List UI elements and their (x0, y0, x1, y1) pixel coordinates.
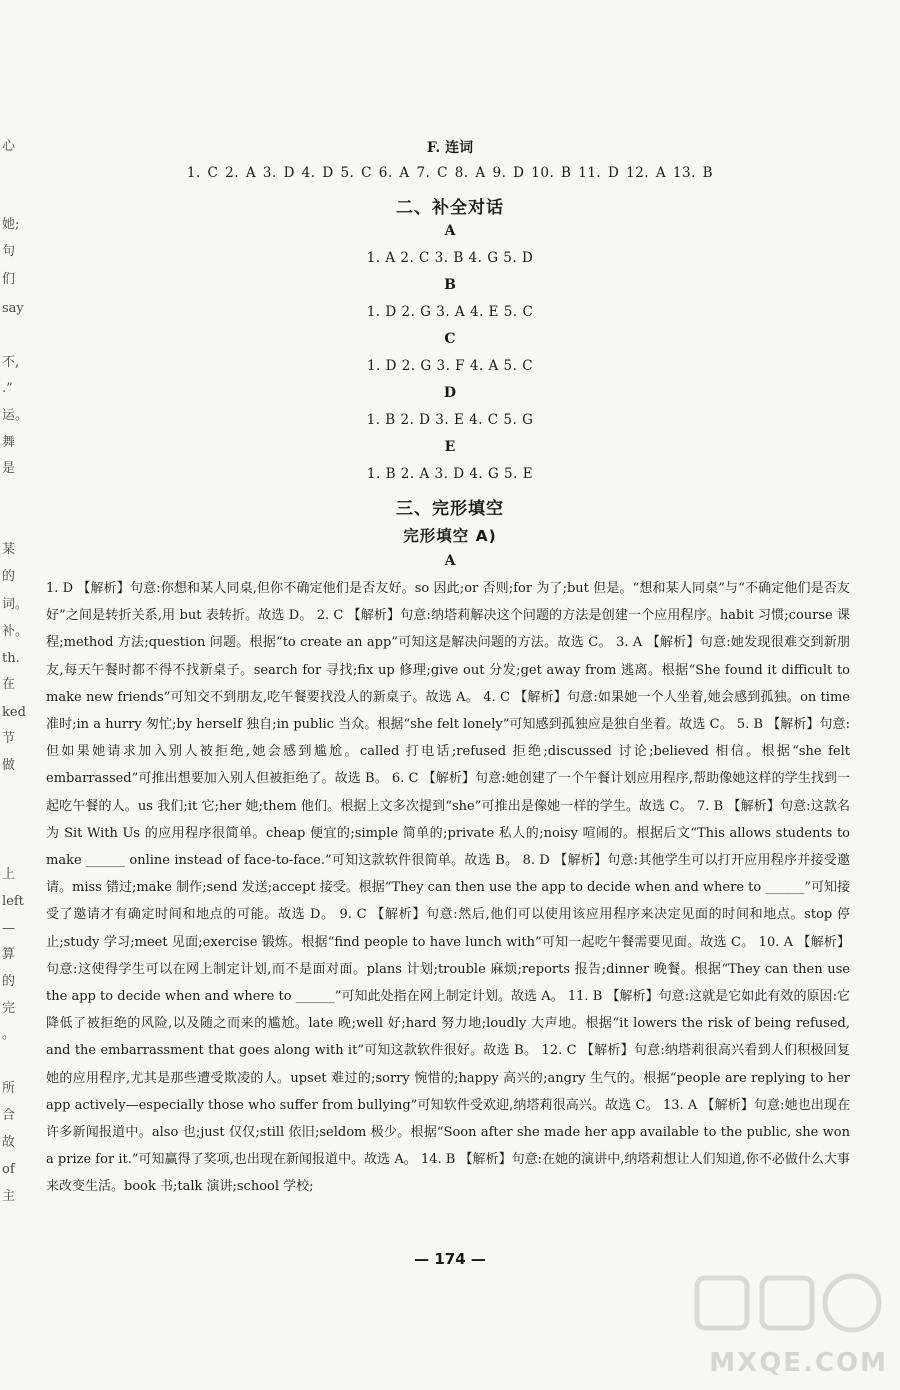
margin-fragment: .” (2, 381, 13, 396)
margin-fragment: 句 (2, 244, 16, 259)
margin-fragment: 节 (2, 731, 16, 746)
part3-title: 三、完形填空 (396, 499, 504, 519)
margin-fragment: 她; (2, 217, 20, 232)
part2-title: 二、补全对话 (396, 198, 504, 218)
margin-fragment: 们 (2, 272, 16, 287)
margin-fragment: ked (2, 705, 26, 720)
margin-fragment: say (2, 301, 24, 316)
dialogue-d-label: D (443, 385, 457, 401)
cloze-label: A (444, 553, 456, 569)
margin-fragment: 算 (2, 947, 16, 962)
dialogue-b-answers: 1. D 2. G 3. A 4. E 5. C (366, 304, 534, 320)
dialogue-a-label: A (444, 223, 456, 239)
cloze-title: 完形填空 A) (403, 527, 497, 545)
margin-fragment: 运。 (2, 408, 29, 423)
margin-fragment: 不, (2, 355, 20, 370)
margin-fragment: 上 (2, 867, 16, 882)
margin-fragment: — (2, 921, 15, 936)
margin-fragment: 补。 (2, 624, 29, 639)
margin-fragment: 完 (2, 1001, 16, 1016)
margin-fragment: 。 (2, 1027, 16, 1042)
margin-fragment: 词。 (2, 597, 29, 612)
cloze-paragraph: 1. D 【解析】句意:你想和某人同桌,但你不确定他们是否友好。so 因此;or 否则;for 为了;but 但是。“想和某人同桌”与“不确定他们是否友好”之间是转折关系,用 but 表转折。故选 D。 2. C 【解析】句意:纳塔莉解决这个问题的方法是创建一个应用程序。habit 习惯;course 课程;method 方法;question 问题。根据“to create an app”可知这是解决问题的方法。故选 C。 3. A 【解析】句意:她发现很难交到新朋友,每天午餐时都不得不找新桌子。search for 寻找;fix up 修理;give out 分发;get away from 逃离。根据“She found it difficult to make new friends”可知交不到朋友,吃午餐要找没人的新桌子。故选 A。 4. C 【解析】句意:如果她一个人坐着,她会感到孤独。on time 准时;in a hurry 匆忙;by herself 独自;in public 当众。根据“she felt lonely”可知感到孤独应是独自坐着。故选 C。 5. B 【解析】句意:但如果她请求加入别人被拒绝,她会感到尴尬。called 打电话;refused 拒绝;discussed 讨论;believed 相信。根据“she felt embarrassed”可推出想要加入别人但被拒绝了。故选 B。 6. C 【解析】句意:她创建了一个午餐计划应用程序,帮助像她这样的学生找到一起吃午餐的人。us 我们;it 它;her 她;them 他们。根据上文多次提到“she”可推出是像她一样的学生。故选 C。 7. B 【解析】句意:这款名为 Sit With Us 的应用程序很简单。cheap 便宜的;simple 简单的;private 私人的;noisy 喧闹的。根据后文“This allows students to make ______ online instead of face-to-face.”可知这款软件很简单。故选 B。 8. D 【解析】句意:其他学生可以打开应用程序并接受邀请。miss 错过;make 制作;send 发送;accept 接受。根据“They can then use the app to decide when and where to ______”可知接受了邀请才有确定时间和地点的可能。故选 D。 9. C 【解析】句意:然后,他们可以使用该应用程序来决定见面的时间和地点。stop 停止;study 学习;meet 见面;exercise 锻炼。根据“find people to have lunch with”可知一起吃午餐需要见面。故选 C。 10. A 【解析】句意:这使得学生可以在网上制定计划,而不是面对面。plans 计划;trouble 麻烦;reports 报告;dinner 晚餐。根据“They can then use the app to decide when and where to ______”可知此处指在网上制定计划。故选 A。 11. B 【解析】句意:这就是它如此有效的原因:它降低了被拒绝的风险,以及随之而来的尴尬。late 晚;well 好;hard 努力地;loudly 大声地。根据“it lowers the risk of being refused, and the embarrassment that goes along with it”可知这款软件很好。故选 B。 12. C 【解析】句意:纳塔莉很高兴看到人们积极回复她的应用程序,尤其是那些遭受欺凌的人。upset 难过的;sorry 惋惜的;happy 高兴的;angry 生气的。根据“people are replying to her app actively—especially those who suffer from bullying”可知软件受欢迎,纳塔莉很高兴。故选 C。 13. A 【解析】句意:她也出现在许多新闻报道中。also 也;just 仅仅;still 依旧;seldom 极少。根据“Soon after she made her app available to the public, she won a prize for it.”可知赢得了奖项,也出现在新闻报道中。故选 A。 14. B 【解析】句意:在她的演讲中,纳塔莉想让人们知道,你不必做什么大事来改变生活。book 书;talk 演讲;school 学校; (46, 581, 850, 1195)
margin-fragment: 是 (2, 461, 16, 476)
margin-fragment: 做 (2, 758, 16, 773)
section-f-answers: 1. C 2. A 3. D 4. D 5. C 6. A 7. C 8. A 9. D 10. B 11. D 12. A 13. B (186, 165, 714, 181)
margin-fragment: th. (2, 651, 20, 666)
watermark-text: MXQE.COM (709, 1348, 888, 1378)
margin-fragment: of (2, 1162, 15, 1177)
dialogue-d-answers: 1. B 2. D 3. E 4. C 5. G (366, 412, 534, 428)
margin-fragment: 心 (2, 139, 16, 154)
dialogue-a-answers: 1. A 2. C 3. B 4. G 5. D (366, 250, 534, 266)
watermark-icon (687, 1268, 892, 1348)
margin-fragment: 在 (2, 677, 16, 692)
dialogue-e-label: E (444, 439, 456, 455)
margin-fragment: 所 (2, 1081, 16, 1096)
dialogue-e-answers: 1. B 2. A 3. D 4. G 5. E (366, 466, 534, 482)
margin-fragment: 故 (2, 1135, 16, 1150)
dialogue-c-label: C (444, 331, 456, 347)
cloze-explanations (46, 575, 850, 1201)
margin-fragment: left (2, 894, 24, 909)
margin-fragment: 的 (2, 974, 16, 989)
dialogue-b-label: B (444, 277, 456, 293)
margin-fragment: 合 (2, 1108, 16, 1123)
page-number: — 174 — (414, 1250, 486, 1268)
section-f-title: F. 连词 (426, 140, 474, 156)
margin-fragment: 舞 (2, 435, 16, 450)
margin-fragment: 的 (2, 569, 16, 584)
margin-fragment: 主 (2, 1189, 16, 1204)
margin-fragment: 某 (2, 542, 16, 557)
watermark-logo (687, 1268, 892, 1378)
dialogue-c-answers: 1. D 2. G 3. F 4. A 5. C (366, 358, 534, 374)
